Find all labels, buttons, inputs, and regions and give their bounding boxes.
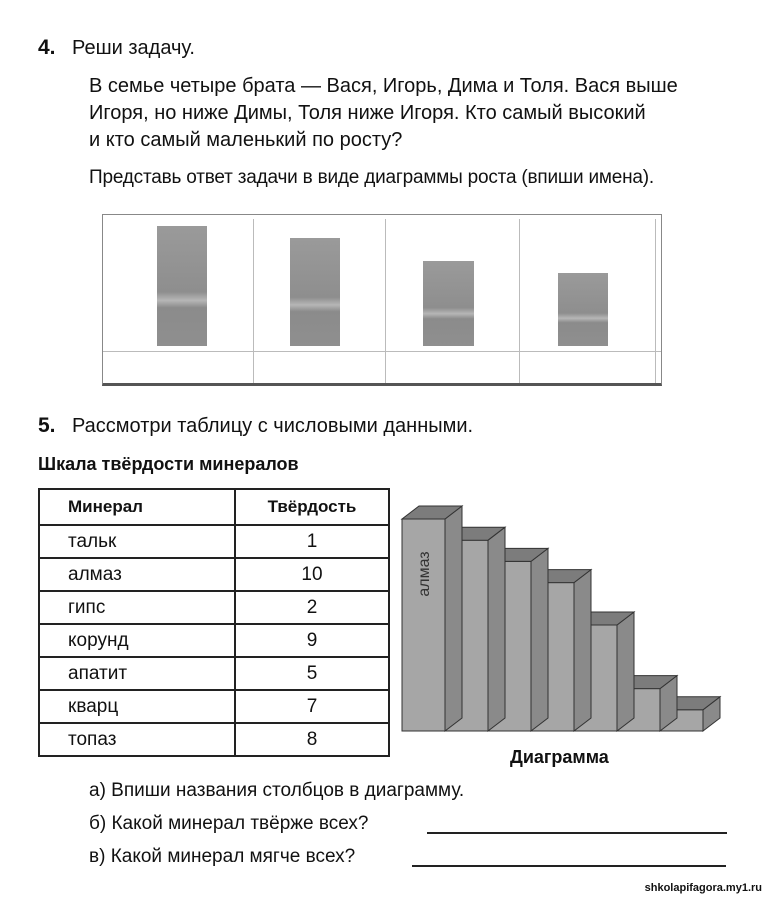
name-input-slot-2[interactable] — [255, 355, 383, 379]
table-row — [39, 690, 389, 723]
table-row — [39, 624, 389, 657]
name-input-slot-1[interactable] — [115, 355, 243, 379]
header-hardness: Твёрдость — [235, 489, 389, 525]
column-divider — [385, 219, 386, 383]
answer-line-b[interactable] — [427, 832, 727, 834]
hardness-value: 9 — [235, 624, 389, 657]
column-divider — [655, 219, 656, 383]
answer-line-c[interactable] — [412, 865, 726, 867]
bar-front-face — [402, 519, 445, 731]
hardness-value: 8 — [235, 723, 389, 756]
name-baseline — [103, 351, 661, 352]
bar-label: алмаз — [416, 551, 433, 597]
question-b: б) Какой минерал твёрже всех? — [89, 813, 369, 834]
task4-problem-line2: Игоря, но ниже Димы, Толя ниже Игоря. Кто самый высокий — [89, 102, 646, 124]
height-bar-1 — [157, 226, 207, 346]
hardness-bar-chart — [395, 495, 735, 740]
hardness-value: 7 — [235, 690, 389, 723]
bar-side-face — [531, 548, 548, 731]
mineral-name: апатит — [39, 657, 235, 690]
mineral-name: тальк — [39, 525, 235, 558]
hardness-value: 10 — [235, 558, 389, 591]
task5-title: Рассмотри таблицу с числовыми данными. — [72, 415, 474, 437]
task4-title: Реши задачу. — [72, 37, 195, 59]
table-row — [39, 591, 389, 624]
question-a: а) Впиши названия столбцов в диаграмму. — [89, 780, 465, 801]
height-bar-3 — [423, 261, 474, 346]
column-divider — [253, 219, 254, 383]
hardness-value: 5 — [235, 657, 389, 690]
table-caption: Шкала твёрдости минералов — [38, 454, 299, 474]
mineral-name: гипс — [39, 591, 235, 624]
mineral-hardness-table — [38, 488, 390, 757]
table-row — [39, 558, 389, 591]
height-bar-2 — [290, 238, 340, 346]
bar-side-face — [488, 527, 505, 731]
bar-side-face — [574, 570, 591, 731]
mineral-name: кварц — [39, 690, 235, 723]
height-bar-4 — [558, 273, 608, 346]
task4-instruction: Представь ответ задачи в виде диаграммы роста (впиши имена). — [89, 167, 654, 188]
hardness-value: 1 — [235, 525, 389, 558]
table-header-row — [39, 489, 389, 525]
mineral-name: топаз — [39, 723, 235, 756]
name-input-slot-4[interactable] — [523, 355, 651, 379]
task4-problem-line1: В семье четыре брата — Вася, Игорь, Дима и Толя. Вася выше — [89, 75, 678, 97]
diagram-caption: Диаграмма — [510, 747, 609, 767]
hardness-bar — [402, 506, 462, 731]
site-watermark: shkolapifagora.my1.ru — [644, 882, 762, 894]
task5-number: 5. — [38, 414, 56, 437]
table-row — [39, 525, 389, 558]
bar-side-face — [445, 506, 462, 731]
table-row — [39, 723, 389, 756]
question-c: в) Какой минерал мягче всех? — [89, 846, 356, 867]
hardness-value: 2 — [235, 591, 389, 624]
height-diagram — [102, 214, 662, 386]
table-row — [39, 657, 389, 690]
task4-number: 4. — [38, 36, 56, 59]
task4-problem-line3: и кто самый маленький по росту? — [89, 129, 403, 151]
mineral-name: корунд — [39, 624, 235, 657]
bar-side-face — [617, 612, 634, 731]
column-divider — [519, 219, 520, 383]
header-mineral: Минерал — [39, 489, 235, 525]
mineral-name: алмаз — [39, 558, 235, 591]
name-input-slot-3[interactable] — [389, 355, 517, 379]
